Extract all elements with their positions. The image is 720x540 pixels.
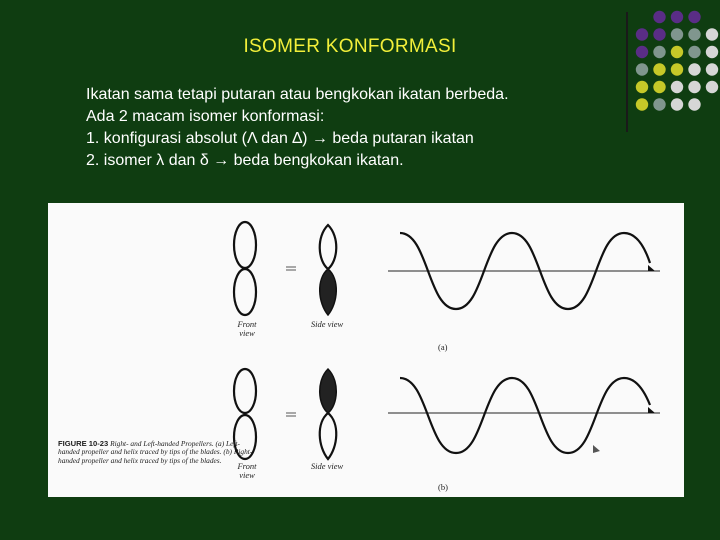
decorative-dot	[706, 28, 718, 40]
decorative-dot	[706, 46, 718, 58]
decorative-dot-grid	[0, 0, 720, 140]
decorative-dot	[671, 98, 683, 110]
side-view-propeller-a	[320, 225, 337, 315]
panel-tag-b: (b)	[438, 482, 448, 492]
body-line-3: 1. konfigurasi absolut (Λ dan ∆) → beda putaran ikatan	[86, 130, 474, 147]
decorative-dot	[706, 81, 718, 93]
figure-caption-id: FIGURE 10-23	[58, 439, 109, 448]
decorative-dot	[653, 98, 665, 110]
slide-title: ISOMER KONFORMASI	[243, 36, 457, 57]
front-view-propeller-a	[234, 222, 256, 315]
decorative-dot	[688, 81, 700, 93]
helix-arrow-b	[648, 407, 655, 413]
decorative-dot	[653, 28, 665, 40]
decorative-dot	[653, 46, 665, 58]
decorative-dot	[671, 11, 683, 23]
decorative-dot	[688, 63, 700, 75]
panel-tag-a: (a)	[438, 342, 448, 352]
front-view-label-b: Front view	[237, 461, 257, 480]
decorative-dot	[688, 28, 700, 40]
side-view-propeller-b	[320, 369, 337, 459]
propeller-figure	[48, 203, 684, 497]
body-line-1: Ikatan sama tetapi putaran atau bengkokan ikatan berbeda.	[86, 86, 509, 103]
helix-wave-b	[400, 378, 650, 453]
figure-caption	[58, 440, 258, 465]
decorative-dot	[671, 46, 683, 58]
decorative-dot	[671, 28, 683, 40]
decorative-dot	[636, 63, 648, 75]
decorative-dot	[671, 81, 683, 93]
decorative-dot	[636, 46, 648, 58]
decorative-dot	[688, 11, 700, 23]
decorative-dot	[688, 46, 700, 58]
decorative-dot	[653, 11, 665, 23]
decorative-dot	[636, 98, 648, 110]
body-line-4: 2. isomer λ dan δ → beda bengkokan ikatan.	[86, 152, 404, 169]
helix-arrow-a	[648, 265, 655, 271]
body-line-2: Ada 2 macam isomer konformasi:	[86, 108, 325, 125]
front-view-label-a: Front view	[237, 319, 257, 338]
side-view-label-b: Side view	[310, 461, 344, 471]
decorative-dot	[688, 98, 700, 110]
decorative-dot	[653, 81, 665, 93]
figure-caption-text: Right- and Left-handed Propellers. (a) Left-handed propeller and helix traced by tips of the blades. (b) Right-handed propeller and helix traced by tips of the blades.	[58, 439, 253, 465]
decorative-dot	[706, 63, 718, 75]
side-view-label-a: Side view	[310, 319, 344, 329]
decorative-dot	[653, 63, 665, 75]
decorative-dot	[671, 63, 683, 75]
decorative-dot	[636, 28, 648, 40]
decorative-dot	[636, 81, 648, 93]
